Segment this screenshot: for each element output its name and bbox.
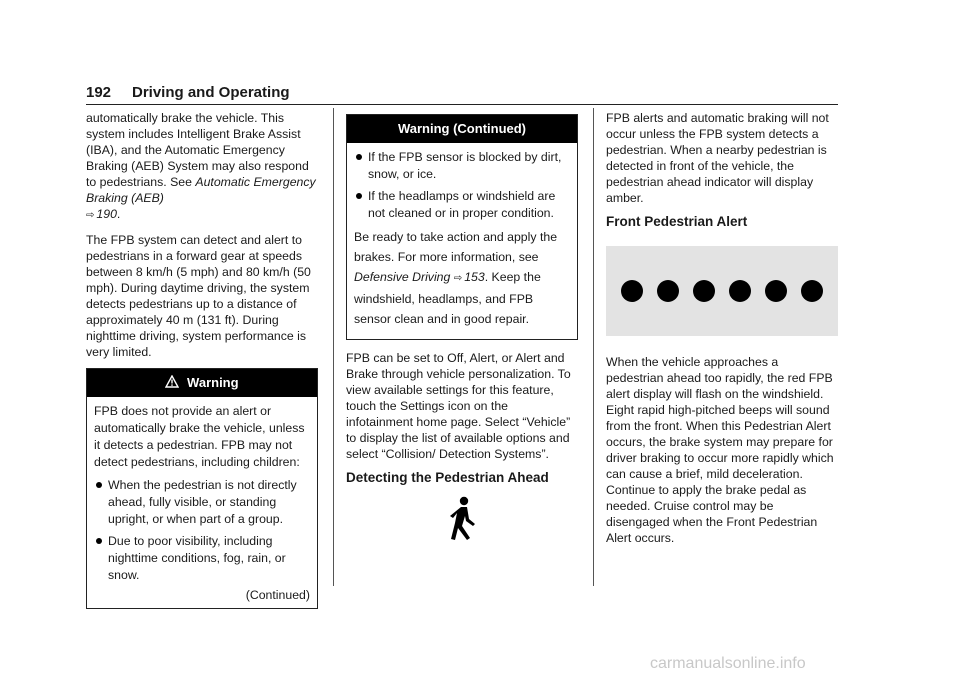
list-item [354,149,570,183]
bullet-icon [356,154,362,160]
alert-light-icon [801,280,823,302]
paragraph-text: . Keep the windshield, headlamps, and FPB sensor clean and in good repair. [354,270,541,326]
alert-light-icon [657,280,679,302]
warning-header [87,369,317,397]
list-item [94,477,310,528]
alert-light-icon [693,280,715,302]
column-divider-2 [593,108,594,586]
paragraph-text: Be ready to take action and apply the brakes. For more information, see [354,230,558,264]
paragraph-aeb-intro: automatically brake the vehicle. This system includes Intelligent Brake Assist (IBA), and the Automatic Emergency Braking (AEB) System may also respond to pedestrians. See Automatic Emergency Braking (AEB) ⇨ 190. [86,111,316,221]
paragraph-personalization: FPB can be set to Off, Alert, or Alert and Brake through vehicle personalization. To view available settings for this feature, touch the Settings icon on the infotainment home page. Select “Vehicle” to display the list of available options and select “Collision/ Detection Systems”. [346,351,571,461]
column-divider-1 [333,108,334,586]
watermark-text: carmanualsonline.info [650,655,806,672]
warning-body [87,397,317,608]
list-item [94,533,310,584]
warning-box [86,368,318,609]
bullet-text: When the pedestrian is not directly ahead, fully visible, or standing upright, or when part of a group. [108,478,297,526]
warning-closing-paragraph [354,227,570,329]
pedestrian-icon [445,496,479,542]
list-item [354,188,570,222]
column-3 [606,110,838,554]
bullet-icon [96,482,102,488]
warning-box-continued [346,114,578,340]
warning-triangle-icon [165,375,187,390]
section-title: Driving and Operating [132,84,290,101]
column-1 [86,110,318,619]
defensive-driving-page-ref[interactable]: 153 [464,270,485,284]
column-2 [346,114,578,546]
page-ref-arrow-icon: ⇨ [86,210,95,221]
paragraph-alert-conditions: FPB alerts and automatic braking will not occur unless the FPB system detects a pedestrian. When a nearby pedestrian is detected in front of the vehicle, the pedestrian ahead indicator will display amber. [606,111,829,205]
alert-display-illustration [606,246,838,336]
alert-light-icon [729,280,751,302]
defensive-driving-link[interactable]: Defensive Driving [354,270,451,284]
header-rule [86,104,838,105]
aeb-reference-link[interactable]: Automatic Emergency Braking (AEB) [86,175,316,205]
warning-intro: FPB does not provide an alert or automatically brake the vehicle, unless it detects a pedestrian. FPB may not detect pedestrians, including children: [94,404,305,469]
bullet-text: If the FPB sensor is blocked by dirt, snow, or ice. [368,150,562,181]
paragraph-text: automatically brake the vehicle. This system includes Intelligent Brake Assist (IBA), and the Automatic Emergency Braking (AEB) System may also respond to pedestrians. See [86,111,309,189]
bullet-text: If the headlamps or windshield are not cleaned or in proper condition. [368,189,556,220]
warning-title: Warning [187,375,239,390]
bullet-icon [96,538,102,544]
continued-label: (Continued) [245,588,310,602]
warning-header: Warning (Continued) [347,115,577,143]
warning-body [347,143,577,339]
paragraph-detection-range: The FPB system can detect and alert to pedestrians in a forward gear at speeds between 8 km/h (5 mph) and 80 km/h (50 mph). During daytime driving, the system detects pedestrians up to a distance of approximately 40 m (131 ft). During nighttime driving, system performance is very limited. [86,233,311,359]
page-header [86,84,838,104]
bullet-icon [356,193,362,199]
warning-bullet-list [94,477,310,584]
paragraph-alert-description: When the vehicle approaches a pedestrian ahead too rapidly, the red FPB alert display will flash on the windshield. Eight rapid high-pitched beeps will sound from the front. When this Pedestrian Alert occurs, the brake system may prepare for driver braking to occur more rapidly which can cause a brief, mild deceleration. Continue to apply the brake pedal as needed. Cruise control may be disengaged when the Front Pedestrian Alert occurs. [606,355,834,545]
page-ref-arrow-icon: ⇨ [453,273,463,284]
alert-light-icon [621,280,643,302]
warning-bullet-list [354,149,570,222]
bullet-text: Due to poor visibility, including nighttime conditions, fog, rain, or snow. [108,534,286,582]
heading-detecting-pedestrian: Detecting the Pedestrian Ahead [346,470,549,485]
page-number: 192 [86,84,112,101]
alert-light-icon [765,280,787,302]
pedestrian-indicator [346,496,578,546]
heading-front-pedestrian-alert: Front Pedestrian Alert [606,214,748,229]
aeb-page-ref[interactable]: 190 [96,207,117,221]
